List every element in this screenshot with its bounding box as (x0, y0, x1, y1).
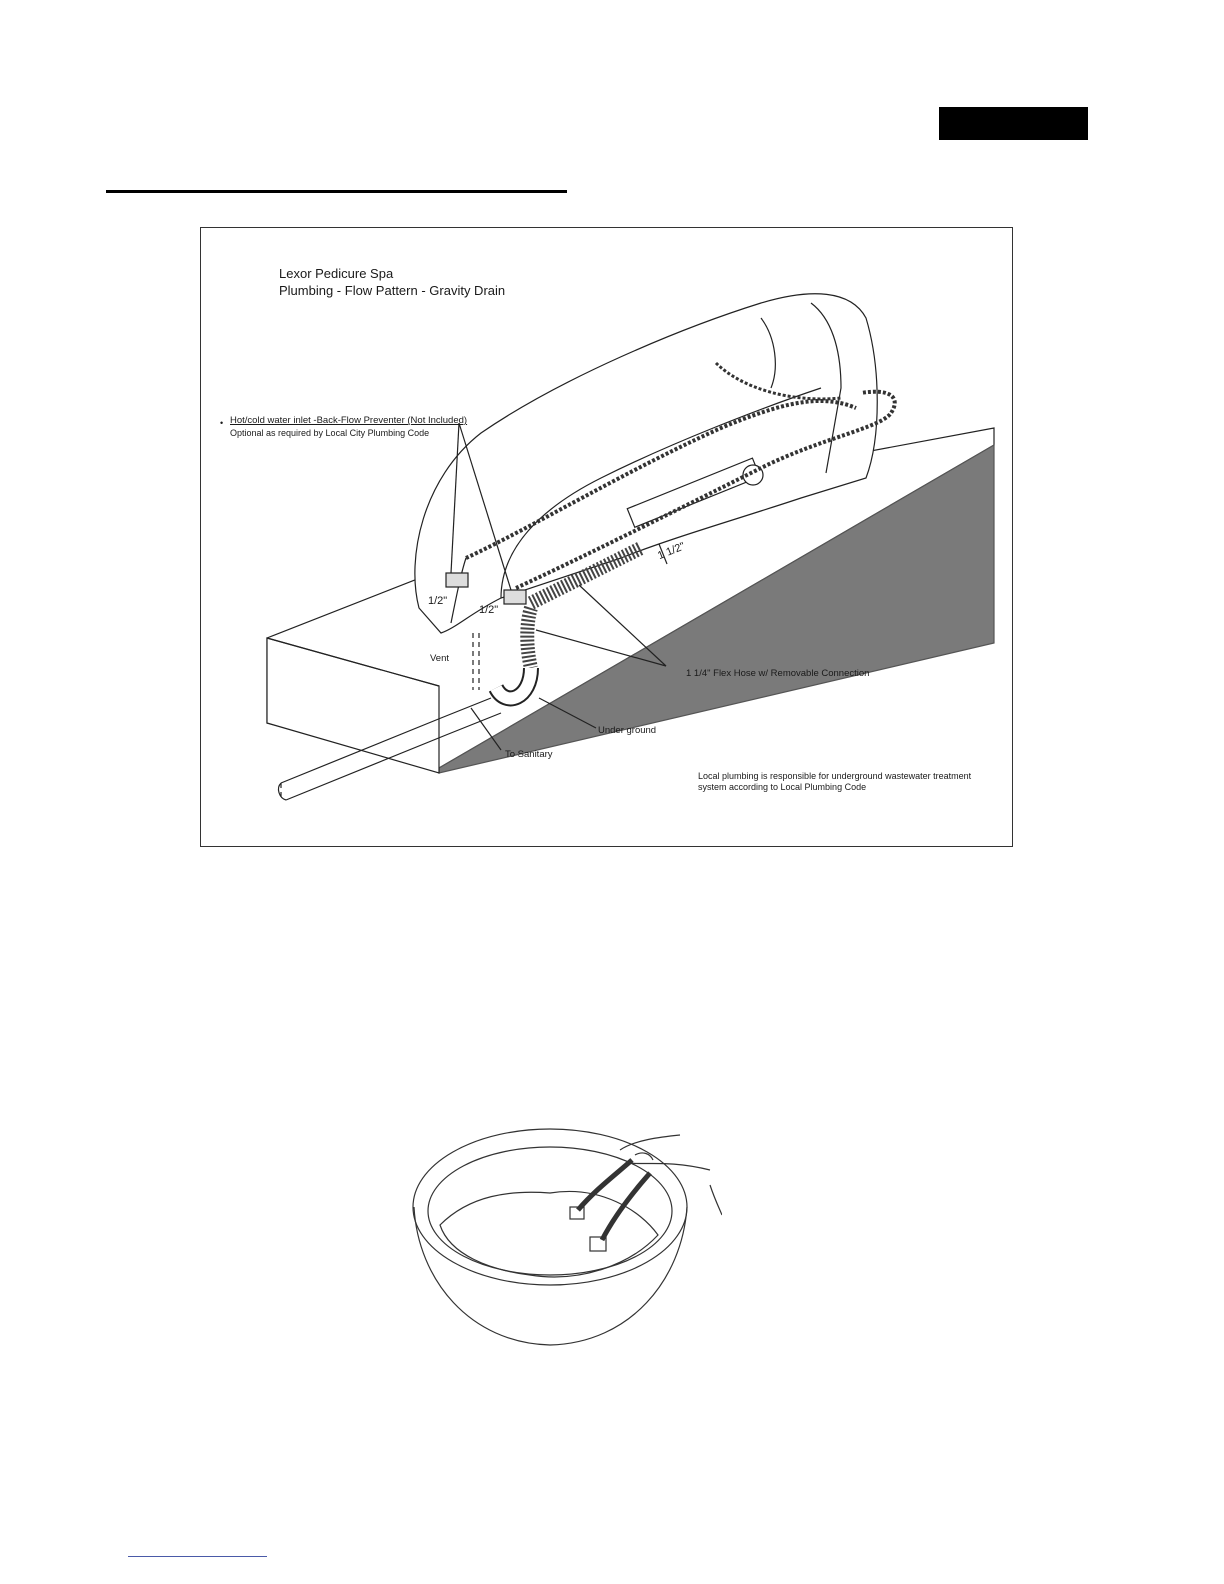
hose-2 (602, 1173, 650, 1240)
vent-label: Vent (430, 653, 450, 664)
inlet-note-text: Hot/cold water inlet -Back-Flow Preventer (Not Included) (230, 415, 468, 426)
inlet-note-sub: Optional as required by Local City Plumbing Code (230, 428, 430, 438)
sanitary-label: To Sanitary (505, 749, 553, 760)
inlet-note (230, 415, 467, 426)
basin-drawing (410, 1115, 722, 1347)
dim-inlet-left: 1/2" (428, 595, 448, 607)
hoses-in-basin-illustration (410, 1115, 722, 1347)
basin-rim (413, 1129, 687, 1285)
flex-hose-label: 1 1/4" Flex Hose w/ Removable Connection (686, 668, 870, 679)
bullet-icon: • (220, 418, 224, 428)
underground-label: Under ground (598, 725, 657, 736)
diagram-title: Lexor Pedicure Spa (279, 266, 394, 281)
inlet-fitting-left (446, 573, 468, 587)
footer-link-underline[interactable] (128, 1556, 267, 1557)
section-heading-rule (106, 190, 567, 193)
spa-plumbing-drawing (201, 228, 1012, 846)
plumbing-diagram (200, 227, 1013, 847)
header-tab (939, 107, 1088, 140)
local-plumbing-note-1: Local plumbing is responsible for underground wastewater treatment (698, 771, 972, 781)
dim-drain: 1 1/2" (656, 540, 687, 563)
inlet-fitting-right (504, 590, 526, 604)
dim-inlet-right: 1/2" (479, 604, 499, 616)
local-plumbing-note-2: system according to Local Plumbing Code (698, 782, 867, 792)
basin-body (414, 1207, 687, 1345)
diagram-subtitle: Plumbing - Flow Pattern - Gravity Drain (279, 283, 506, 298)
